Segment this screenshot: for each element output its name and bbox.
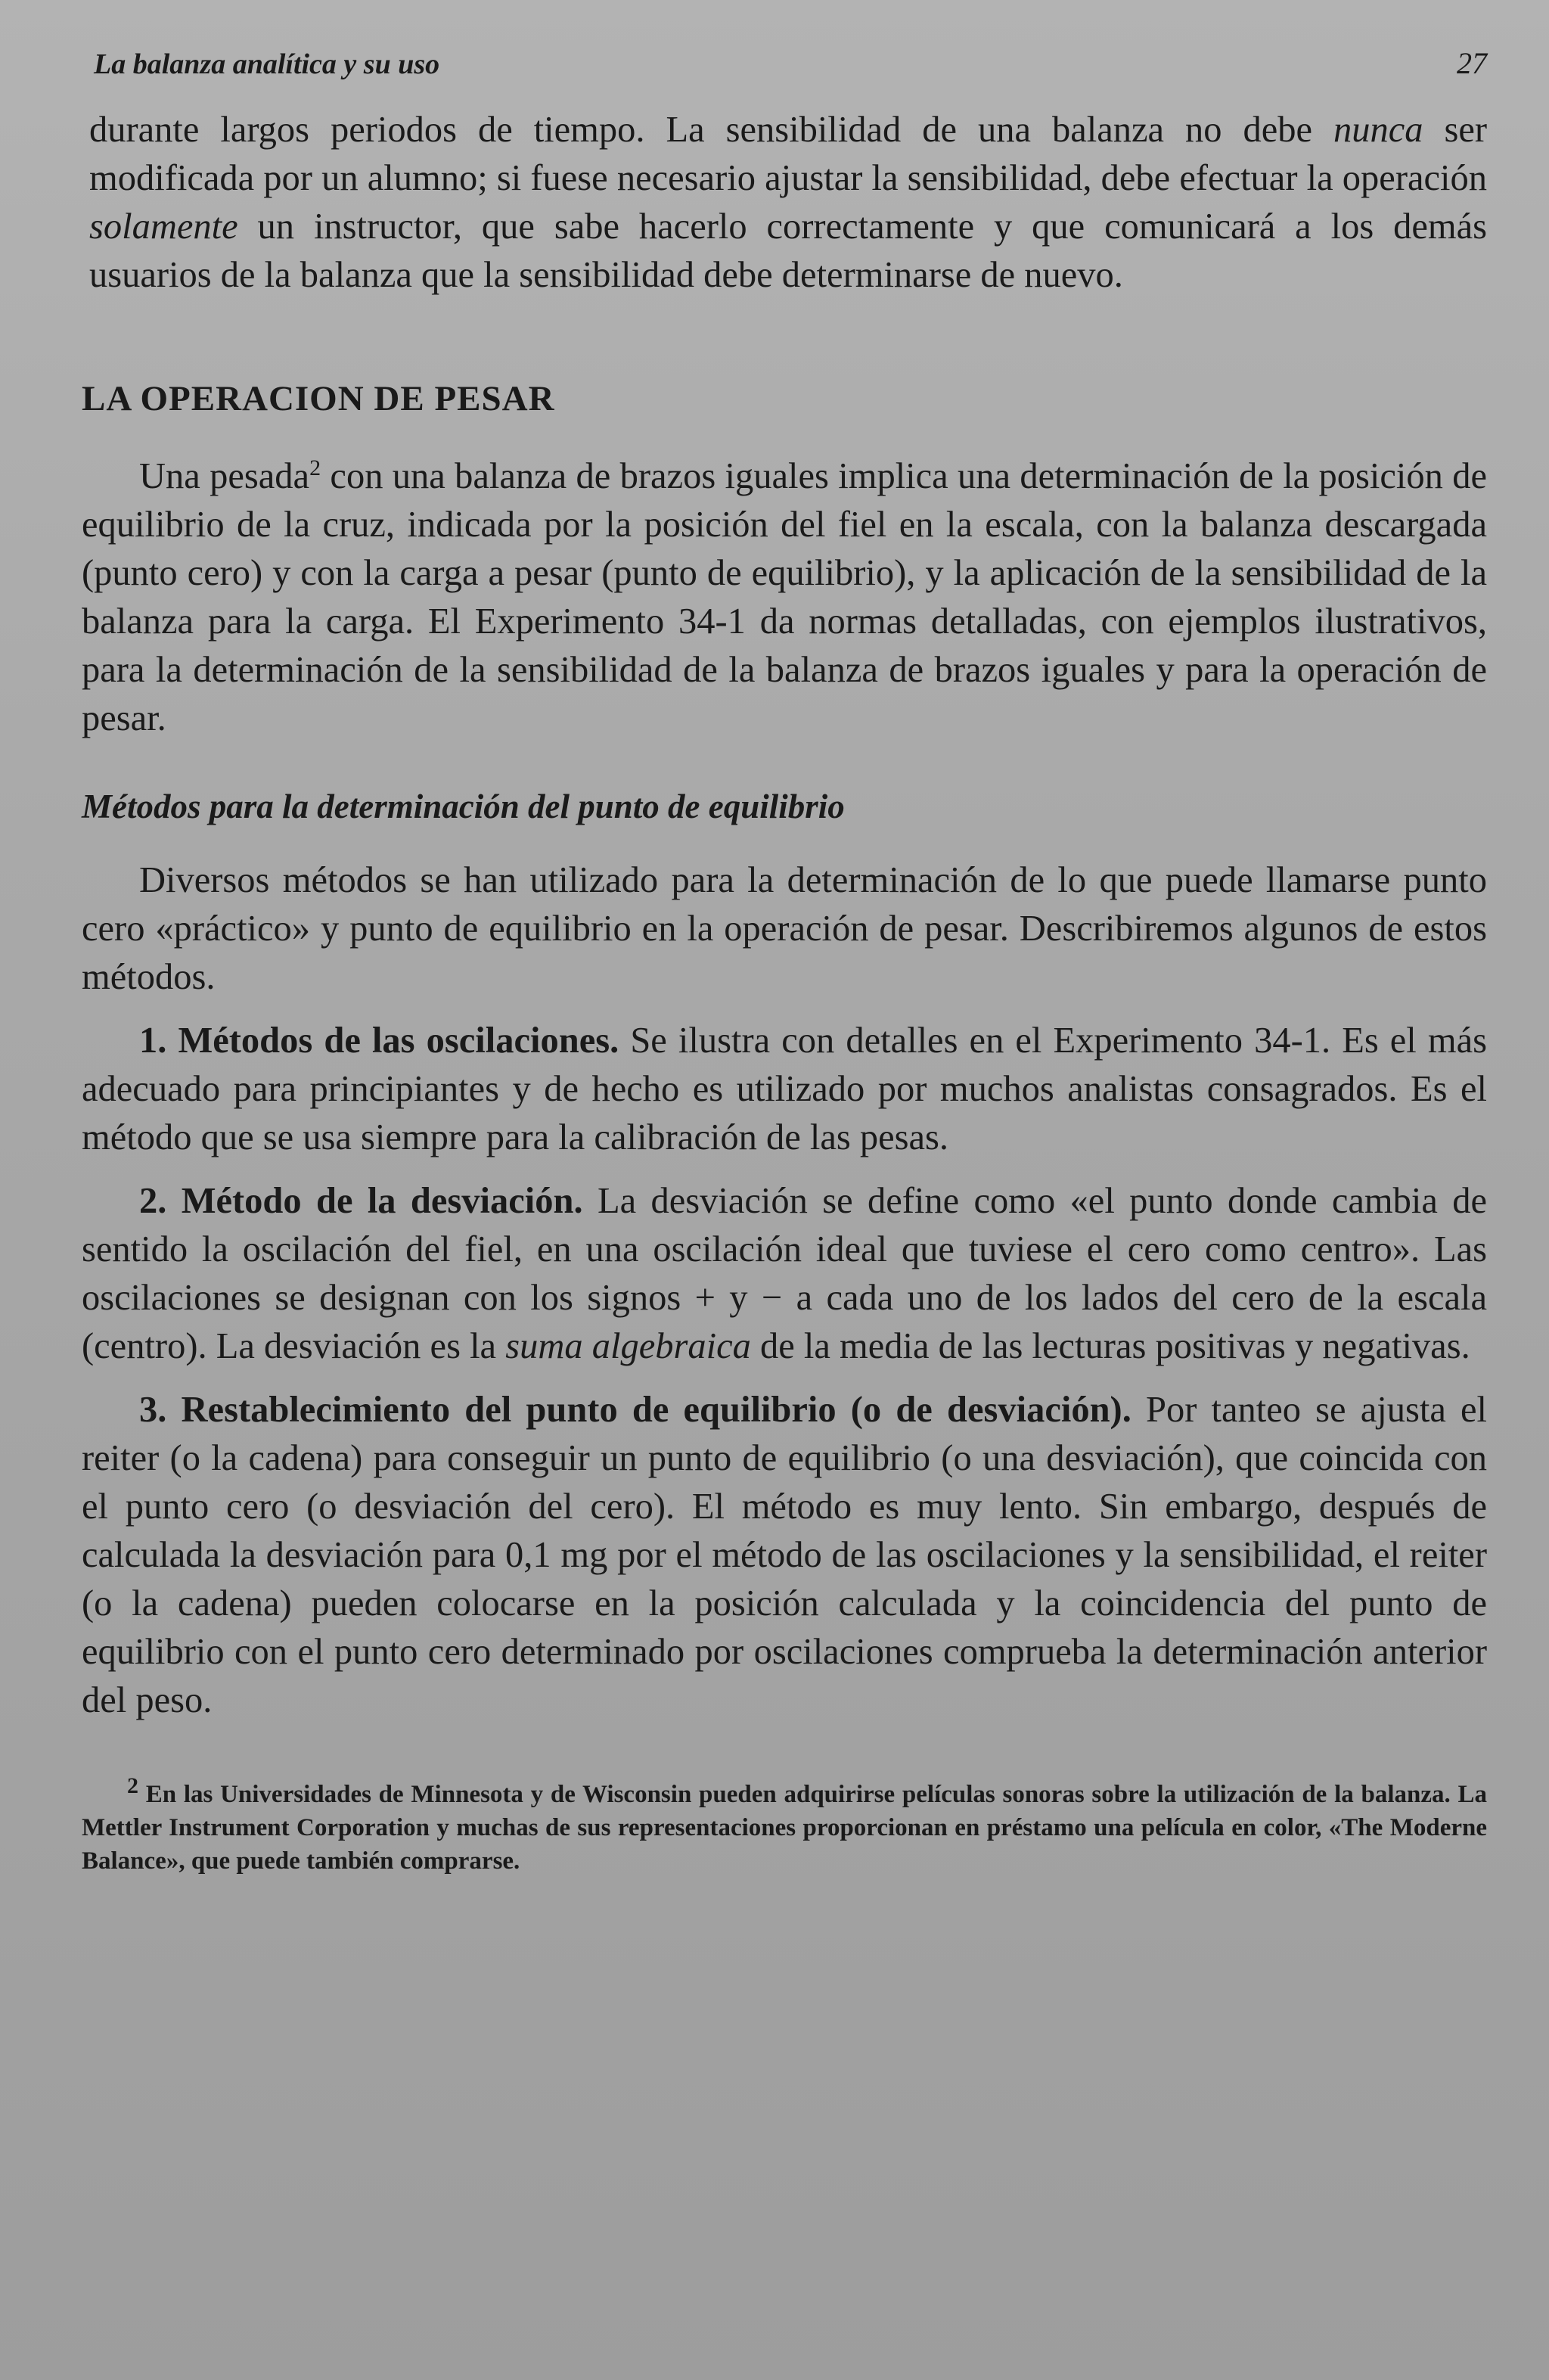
footnote-text: En las Universidades de Minnesota y de Wisconsin pueden adquirirse películas sonoras sobre la utilización de la balanza. La Mettler Instrument Corporation y muchas de sus representaciones proporcionan en préstamo una película en color, «The Moderne Balance», que puede también comprarse.: [82, 1781, 1487, 1875]
intro-text-1: durante largos periodos de tiempo. La sensibilidad de una balanza no debe: [89, 110, 1333, 150]
footnote: [82, 1773, 1487, 1878]
method-number: 2.: [139, 1181, 167, 1221]
method-number: 1.: [139, 1021, 167, 1061]
method-heading: Restablecimiento del punto de equilibrio (o de desviación).: [181, 1390, 1131, 1430]
section-text-rest: con una balanza de brazos iguales implica una determinación de la posición de equilibrio de la cruz, indicada por la posición del fiel en la escala, con la balanza descargada (punto cero) y con la carga a pesar (punto de equilibrio), y la aplicación de la sensibilidad de la balanza para la carga. El Experimento 34-1 da normas detalladas, con ejemplos ilustrativos, para la determinación de la sensibilidad de la balanza de brazos iguales y para la operación de pesar.: [82, 456, 1487, 738]
method-item-3: [82, 1386, 1487, 1725]
text-column: [48, 106, 1487, 1878]
page-number: 27: [1457, 46, 1487, 80]
section-paragraph: [82, 452, 1487, 743]
method-heading: Métodos de las oscilaciones.: [178, 1021, 619, 1061]
method-heading: Método de la desviación.: [181, 1181, 583, 1221]
running-title: La balanza analítica y su uso: [94, 48, 440, 80]
method-item-1: [82, 1017, 1487, 1162]
method-text: Por tanteo se ajusta el reiter (o la cadena) para conseguir un punto de equilibrio (o una desviación), que coincida con el punto cero (o desviación del cero). El método es muy lento. Sin embargo, después de calculada la desviación para 0,1 mg por el método de las oscilaciones y la sensibilidad, el reiter (o la cadena) pueden colocarse en la posición calculada y la coincidencia del punto de equilibrio con el punto cero determinado por oscilaciones comprueba la determinación anterior del peso.: [82, 1390, 1488, 1720]
intro-text-3: un instructor, que sabe hacerlo correctamente y que comunicará a los demás usuarios de la balanza que la sensibilidad debe determinarse de nuevo.: [89, 207, 1487, 295]
intro-emphasis-solamente: solamente: [89, 207, 238, 247]
method-text: Se ilustra con detalles en el Experimento 34-1. Es el más adecuado para principiantes y de hecho es utilizado por muchos analistas consagrados. Es el método que se usa siempre para la calibración de las pesas.: [82, 1021, 1487, 1157]
section-heading: LA OPERACION DE PESAR: [82, 379, 555, 418]
method-text-a: La desviación se define como «el punto donde cambia de sentido la oscilación del fiel, en una oscilación ideal que tuviese el cero como centro». Las oscilaciones se designan con los signos + y − a cada uno de los lados del cero de la escala (centro). La desviación es la: [82, 1181, 1487, 1366]
footnote-ref: 2: [309, 455, 321, 480]
footnote-marker: 2: [127, 1773, 138, 1798]
method-item-2: [82, 1177, 1487, 1371]
subsection-heading: Métodos para la determinación del punto de equilibrio: [82, 788, 845, 825]
intro-text-2: ser modificada por un alumno; si fuese necesario ajustar la sensibilidad, debe efectuar la operación: [89, 110, 1487, 198]
intro-paragraph: [89, 106, 1487, 300]
method-text-b: de la media de las lecturas positivas y negativas.: [750, 1326, 1470, 1366]
section-text-start: Una pesada: [139, 456, 310, 496]
subsection-intro: Diversos métodos se han utilizado para la determinación de lo que puede llamarse punto cero «práctico» y punto de equilibrio en la operación de pesar. Describiremos algunos de estos métodos.: [82, 860, 1487, 997]
method-number: 3.: [139, 1390, 167, 1430]
running-head: [48, 45, 1487, 106]
method-emphasis: suma algebraica: [505, 1326, 751, 1366]
intro-emphasis-nunca: nunca: [1333, 110, 1423, 150]
